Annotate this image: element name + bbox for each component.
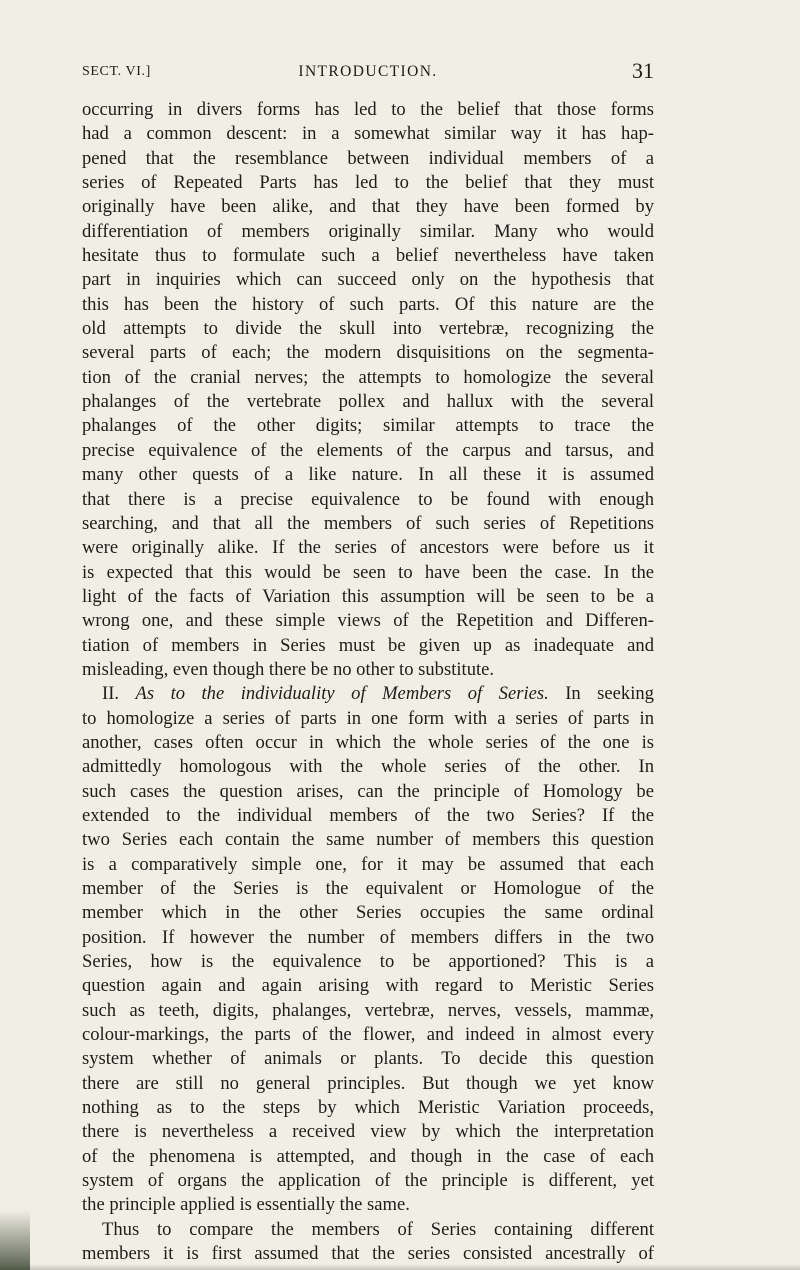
text-line: Series, how is the equivalence to be apportioned? This is a <box>82 951 654 973</box>
body-text <box>82 98 654 1267</box>
text-line: old attempts to divide the skull into vertebræ, recognizing the <box>82 318 654 340</box>
page-bottom-edge <box>0 1264 800 1270</box>
running-title: INTRODUCTION. <box>298 63 438 80</box>
text-line: phalanges of the other digits; similar attempts to trace the <box>82 415 654 437</box>
text-line: precise equivalence of the elements of the carpus and tarsus, and <box>82 439 654 461</box>
text-line: is expected that this would be seen to have been the case. In the <box>82 561 654 583</box>
text-line: had a common descent: in a somewhat similar way it has hap- <box>82 123 654 145</box>
text-line: phalanges of the vertebrate pollex and hallux with the several <box>82 391 654 413</box>
text-line: such cases the question arises, can the principle of Homology be <box>82 780 654 802</box>
text-line: admittedly homologous with the whole series of the other. In <box>82 756 654 778</box>
text-line: extended to the individual members of the two Series? If the <box>82 804 654 826</box>
text-line: occurring in divers forms has led to the belief that those forms <box>82 99 654 120</box>
text-line: tiation of members in Series must be given up as inadequate and <box>82 634 654 656</box>
text-line: hesitate thus to formulate such a belief nevertheless have taken <box>82 245 654 267</box>
text-line: members it is first assumed that the series consisted ancestrally of <box>82 1243 654 1265</box>
text-line: there are still no general principles. But though we yet know <box>82 1072 654 1094</box>
text-line: Thus to compare the members of Series containing different <box>102 1218 654 1240</box>
text-line: two Series each contain the same number of members this question <box>82 829 654 851</box>
text-line: member of the Series is the equivalent or Homologue of the <box>82 878 654 899</box>
text-line: there is nevertheless a received view by which the interpretation <box>82 1121 654 1143</box>
text-line: that there is a precise equivalence to be found with enough <box>82 488 654 510</box>
text-fragment: In seeking <box>565 683 654 705</box>
text-line: such as teeth, digits, phalanges, vertebræ, nerves, vessels, mammæ, <box>82 999 654 1021</box>
text-line: question again and again arising with regard to Meristic Series <box>82 975 654 997</box>
section-number: II. <box>102 683 120 705</box>
text-line: colour-markings, the parts of the flower, and indeed in almost every <box>82 1024 654 1046</box>
text-line: were originally alike. If the series of ancestors were before us it <box>82 537 654 559</box>
text-line: of the phenomena is attempted, and though in the case of each <box>82 1145 654 1167</box>
text-line: light of the facts of Variation this assumption will be seen to be a <box>82 585 654 607</box>
section-ii-heading-line <box>82 682 654 706</box>
section-heading: As to the individuality of Members of Series. <box>135 683 549 705</box>
text-line: this has been the history of such parts. Of this nature are the <box>82 293 654 315</box>
text-line: member which in the other Series occupies the same ordinal <box>82 902 654 924</box>
text-line: another, cases often occur in which the whole series of the one is <box>82 731 654 753</box>
text-line: system whether of animals or plants. To decide this question <box>82 1048 654 1070</box>
text-line: nothing as to the steps by which Meristic Variation proceeds, <box>82 1097 654 1119</box>
text-line: part in inquiries which can succeed only on the hypothesis that <box>82 269 654 291</box>
text-line: the principle applied is essentially the same. <box>82 1194 410 1216</box>
text-line: position. If however the number of members differs in the two <box>82 926 654 948</box>
text-line: system of organs the application of the principle is different, yet <box>82 1170 654 1192</box>
text-line: originally have been alike, and that they have been formed by <box>82 196 654 218</box>
text-line: searching, and that all the members of such series of Repetitions <box>82 512 654 534</box>
section-label: SECT. VI.] <box>82 64 151 79</box>
text-line: series of Repeated Parts has led to the belief that they must <box>82 172 654 194</box>
text-line: wrong one, and these simple views of the Repetition and Differen- <box>82 610 654 632</box>
text-line: many other quests of a like nature. In all these it is assumed <box>82 464 654 486</box>
running-header <box>82 58 654 88</box>
text-line: several parts of each; the modern disquisitions on the segmenta- <box>82 342 654 364</box>
text-line: misleading, even though there be no other to substitute. <box>82 658 495 680</box>
page-number: 31 <box>632 58 654 83</box>
text-line: to homologize a series of parts in one form with a series of parts in <box>82 707 654 729</box>
page-corner-shadow <box>0 1210 30 1270</box>
text-line: pened that the resemblance between individual members of a <box>82 147 654 169</box>
text-line: differentiation of members originally similar. Many who would <box>82 220 654 242</box>
text-line: is a comparatively simple one, for it may be assumed that each <box>82 853 654 875</box>
text-line: tion of the cranial nerves; the attempts to homologize the several <box>82 366 654 388</box>
